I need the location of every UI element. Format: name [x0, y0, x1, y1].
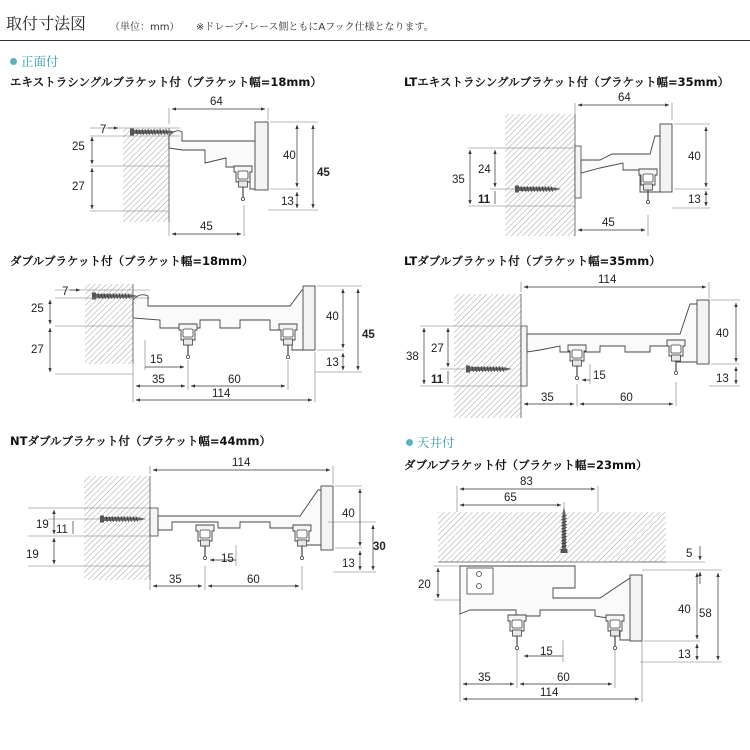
dim-20: 20: [418, 579, 431, 591]
bracket-plate: [150, 508, 158, 536]
runner-icon: [508, 615, 526, 650]
dim-45w: 45: [200, 221, 213, 233]
dim-60: 60: [620, 392, 633, 404]
dim-45w: 45: [602, 217, 615, 229]
dim-27: 27: [31, 344, 44, 356]
dim-35: 35: [452, 174, 465, 186]
dim-40: 40: [716, 328, 729, 340]
dim-13: 13: [678, 649, 691, 661]
dim-7: 7: [100, 124, 107, 136]
dim-40: 40: [283, 150, 296, 162]
diagram-1: [72, 96, 330, 236]
dim-11: 11: [56, 524, 68, 536]
dim-64: 64: [210, 96, 223, 108]
diagram-1-title: エキストラシングルブラケット付（ブラケット幅=18mm）: [10, 75, 322, 89]
dim-13: 13: [326, 357, 339, 369]
dim-38: 38: [406, 351, 419, 363]
dim-13: 13: [342, 558, 355, 570]
runner-icon: [234, 166, 252, 201]
dim-11: 11: [478, 194, 491, 206]
diagram-3: [31, 284, 375, 402]
dim-7: 7: [62, 286, 69, 298]
hook-note: ※ドレープ･レース側ともにAフック仕様となります。: [196, 22, 434, 33]
dim-25: 25: [72, 141, 85, 153]
wall-hatch: [454, 294, 521, 418]
dim-40: 40: [688, 151, 701, 163]
dim-15: 15: [593, 370, 606, 382]
diagram-2-title: LTエキストラシングルブラケット付（ブラケット幅=35mm）: [404, 75, 730, 89]
dim-114: 114: [598, 274, 617, 286]
dim-114: 114: [232, 457, 251, 469]
dim-35: 35: [152, 374, 165, 386]
dim-25: 25: [31, 303, 44, 315]
page-title: 取付寸法図: [6, 14, 87, 33]
wall-hatch: [84, 476, 150, 580]
rail-profile: [321, 486, 333, 550]
dim-13: 13: [281, 196, 294, 208]
section-ceiling-label: 天井付: [417, 435, 455, 450]
rail-profile: [630, 575, 642, 641]
diagram-3-title: ダブルブラケット付（ブラケット幅=18mm）: [10, 254, 254, 268]
runner-icon: [196, 525, 214, 560]
diagram-6: [418, 476, 722, 702]
unit-note: （単位：mm）: [110, 22, 180, 33]
dim-60: 60: [557, 672, 570, 684]
rail-profile: [255, 122, 268, 190]
wall-hatch: [505, 114, 575, 236]
dim-60: 60: [228, 374, 241, 386]
dim-114: 114: [540, 687, 559, 699]
dim-24: 24: [478, 164, 491, 176]
dim-83: 83: [520, 476, 533, 488]
dim-27: 27: [431, 343, 444, 355]
dim-40: 40: [326, 311, 339, 323]
bracket-plate: [521, 326, 527, 386]
ceiling-hatch: [438, 512, 666, 562]
bracket-plate: [575, 146, 581, 198]
dim-65: 65: [504, 492, 517, 504]
dim-60: 60: [247, 574, 260, 586]
dim-114: 114: [212, 388, 231, 400]
dim-30: 30: [373, 541, 386, 553]
dim-19a: 19: [36, 519, 49, 531]
dim-35: 35: [478, 672, 491, 684]
dim-13: 13: [688, 194, 701, 206]
dim-64: 64: [618, 92, 631, 104]
dim-40: 40: [678, 604, 691, 616]
diagram-4-title: LTダブルブラケット付（ブラケット幅=35mm）: [404, 254, 661, 268]
diagram-2: [452, 92, 710, 236]
diagram-5-title: NTダブルブラケット付（ブラケット幅=44mm）: [10, 434, 271, 448]
runner-icon: [568, 345, 586, 380]
dim-15: 15: [540, 646, 553, 658]
dim-35: 35: [541, 392, 554, 404]
rail-profile: [697, 300, 709, 364]
dim-40: 40: [342, 508, 355, 520]
rail-profile: [660, 124, 672, 192]
diagram-6-title: ダブルブラケット付（ブラケット幅=23mm）: [404, 458, 648, 472]
diagram-5: [26, 457, 386, 590]
dim-27: 27: [72, 181, 85, 193]
dim-11: 11: [431, 374, 444, 386]
runner-icon: [179, 324, 197, 359]
dim-13: 13: [716, 373, 729, 385]
dim-45h: 45: [362, 329, 375, 341]
dim-58: 58: [699, 608, 712, 620]
dim-35: 35: [169, 574, 182, 586]
rail-profile: [303, 286, 315, 350]
wall-hatch: [123, 128, 169, 222]
dim-19b: 19: [26, 549, 39, 561]
section-front-label: 正面付: [21, 54, 59, 69]
dim-5: 5: [686, 548, 693, 560]
bracket-shape: [169, 123, 268, 189]
dim-45h: 45: [317, 167, 330, 179]
diagram-4: [406, 274, 740, 418]
dim-15: 15: [150, 354, 163, 366]
dim-15: 15: [221, 553, 234, 565]
